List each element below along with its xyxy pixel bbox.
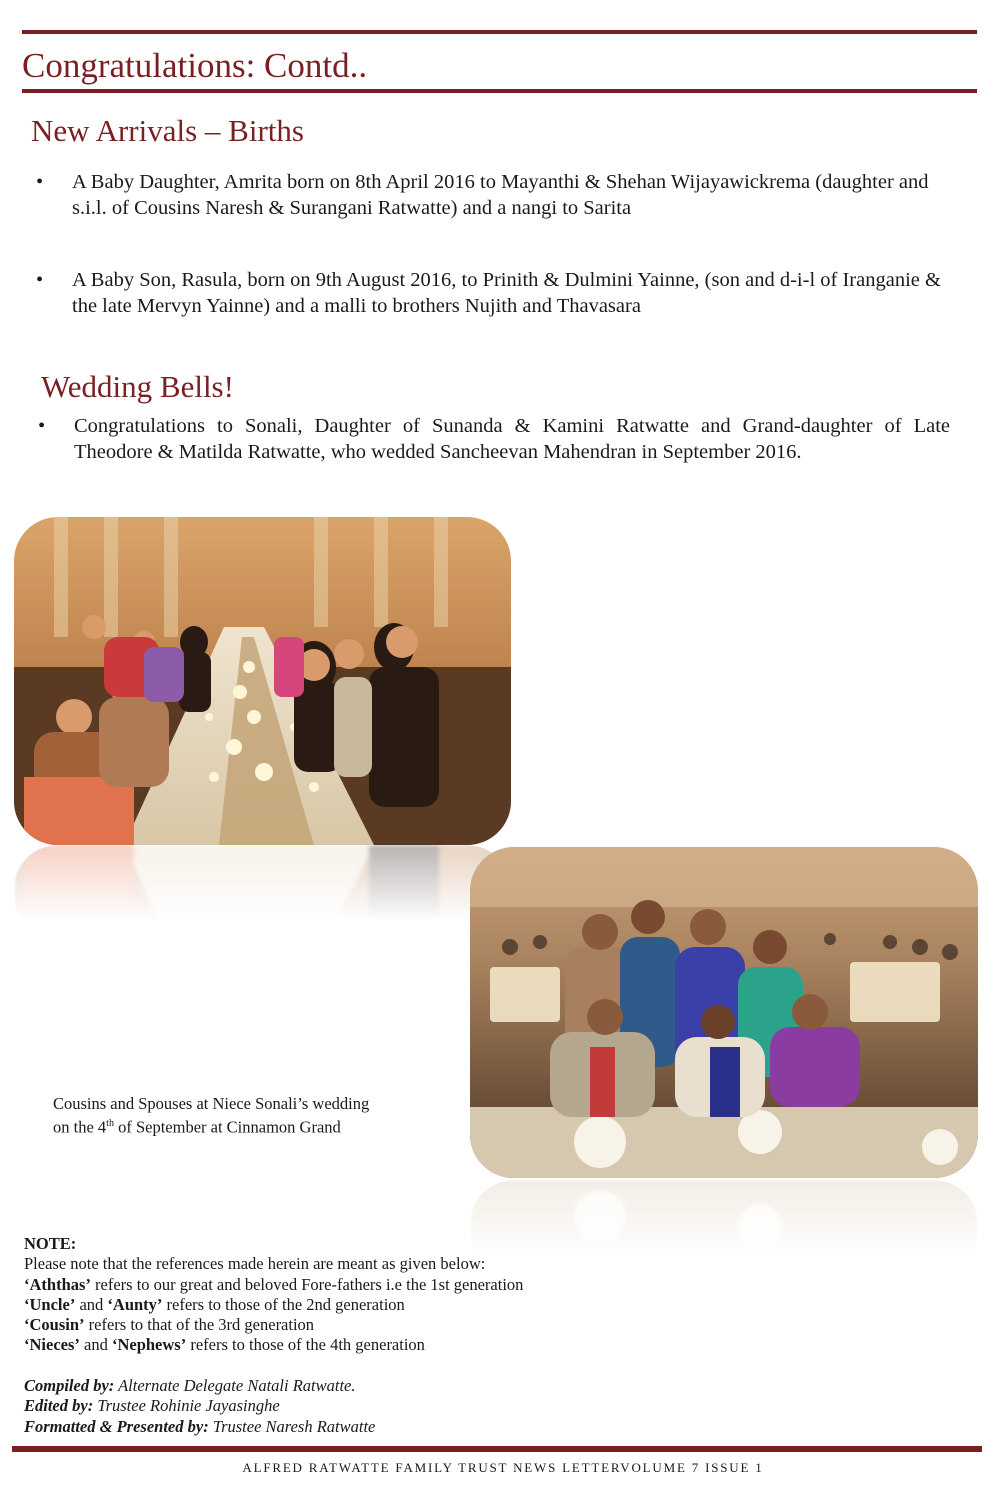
note-line-cousin [24, 1315, 724, 1335]
birth-item-1-text: A Baby Daughter, Amrita born on 8th April 2016 to Mayanthi & Shehan Wijayawickrema (daughter and s.i.l. of Cousins Naresh & Surangani Ratwatte) and a nangi to Sarita [72, 171, 929, 219]
term-aunty: ‘Aunty’ [107, 1294, 163, 1314]
credit-compiled [24, 1376, 724, 1396]
credit-formatted [24, 1417, 724, 1437]
caption-line-1: Cousins and Spouses at Niece Sonali’s wedding [53, 1094, 370, 1113]
note-line-nieces-nephews [24, 1335, 724, 1355]
note-joiner: and [75, 1294, 108, 1314]
note-title: NOTE: [24, 1234, 77, 1253]
bullet-icon: • [36, 269, 44, 291]
births-heading: New Arrivals – Births [31, 113, 304, 148]
note-line-text: refers to our great and beloved Fore-fathers i.e the 1st generation [90, 1274, 524, 1294]
note-section [24, 1234, 724, 1356]
birth-item-1 [36, 169, 956, 221]
term-cousin: ‘Cousin’ [24, 1315, 85, 1335]
footer-rule [12, 1446, 982, 1452]
wedding-item-1 [38, 413, 950, 465]
note-line-uncle-aunty [24, 1295, 724, 1315]
note-line-text: refers to that of the 3rd generation [84, 1315, 315, 1335]
wedding-table-photo [14, 517, 511, 845]
footer-text: ALFRED RATWATTE FAMILY TRUST NEWS LETTERVOLUME 7 ISSUE 1 [242, 1460, 764, 1475]
term-uncle: ‘Uncle’ [24, 1294, 76, 1314]
page-title: Congratulations: Contd.. [22, 46, 368, 85]
bullet-icon: • [38, 415, 46, 437]
wedding-item-1-text: Congratulations to Sonali, Daughter of Sunanda & Kamini Ratwatte and Grand-daughter of Late Theodore & Matilda Ratwatte, who wedded Sancheevan Mahendran in September 2016. [74, 415, 950, 463]
term-nephews: ‘Nephews’ [111, 1335, 187, 1355]
credit-value: Alternate Delegate Natali Ratwatte. [114, 1376, 356, 1395]
caption-superscript: th [106, 1118, 114, 1129]
credit-value: Trustee Rohinie Jayasinghe [93, 1396, 280, 1416]
term-nieces: ‘Nieces’ [24, 1335, 80, 1355]
credit-value: Trustee Naresh Ratwatte [208, 1416, 376, 1436]
births-list-2 [36, 267, 956, 319]
term-aththas: ‘Aththas’ [24, 1274, 91, 1294]
note-joiner: and [79, 1335, 112, 1355]
credit-label: Compiled by: [24, 1376, 115, 1395]
top-rule [22, 30, 977, 34]
note-line-text: refers to those of the 4th generation [186, 1335, 425, 1355]
credit-label: Formatted & Presented by: [24, 1416, 209, 1436]
credit-label: Edited by: [24, 1396, 94, 1416]
wedding-list [38, 413, 950, 465]
bullet-icon: • [36, 171, 44, 193]
note-line-aththas [24, 1275, 724, 1295]
birth-item-2 [36, 267, 956, 319]
note-line-text: refers to those of the 2nd generation [162, 1294, 405, 1314]
credit-edited [24, 1396, 724, 1416]
note-intro: Please note that the references made herein are meant as given below: [24, 1254, 486, 1274]
caption-line-2-prefix: on the 4 [53, 1117, 107, 1137]
caption-line-2-suffix: of September at Cinnamon Grand [113, 1117, 341, 1137]
wedding-heading: Wedding Bells! [41, 369, 234, 404]
birth-item-2-text: A Baby Son, Rasula, born on 9th August 2016, to Prinith & Dulmini Yainne, (son and d-i-l of Iranganie & the late Mervyn Yainne) and a malli to brothers Nujith and Thavasara [72, 269, 941, 317]
caption-line-2 [53, 1114, 453, 1138]
wedding-table-photo-reflection [14, 845, 511, 940]
births-list-1 [36, 169, 956, 221]
photo-caption [53, 1094, 453, 1138]
cousins-group-photo [470, 847, 978, 1178]
title-underline-rule [22, 89, 977, 93]
credits [24, 1376, 724, 1437]
